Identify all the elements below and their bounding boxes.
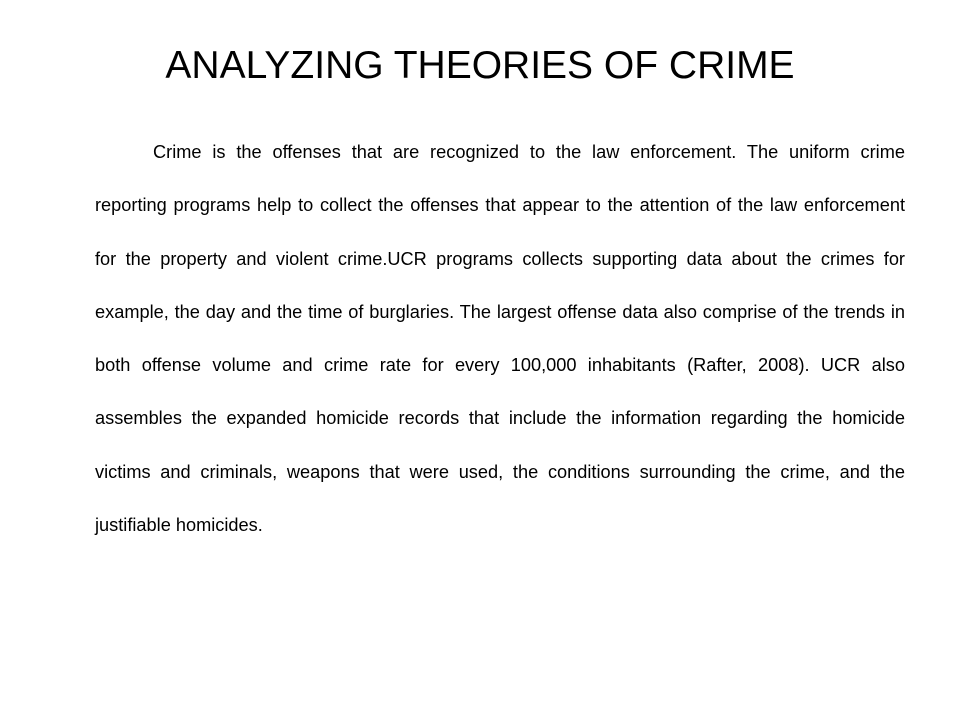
slide-title: ANALYZING THEORIES OF CRIME (165, 44, 795, 87)
slide-body-paragraph: Crime is the offenses that are recognized to the law enforcement. The uniform crime reporting programs help to collect the offenses that appear to the attention of the law enforcement for the property and violent crime.UCR programs collects supporting data about the crimes for example, the day and the time of burglaries. The largest offense data also comprise of the trends in both offense volume and crime rate for every 100,000 inhabitants (Rafter, 2008). UCR also assembles the expanded homicide records that include the information regarding the homicide victims and criminals, weapons that were used, the conditions surrounding the crime, and the justifiable homicides. (95, 142, 905, 536)
